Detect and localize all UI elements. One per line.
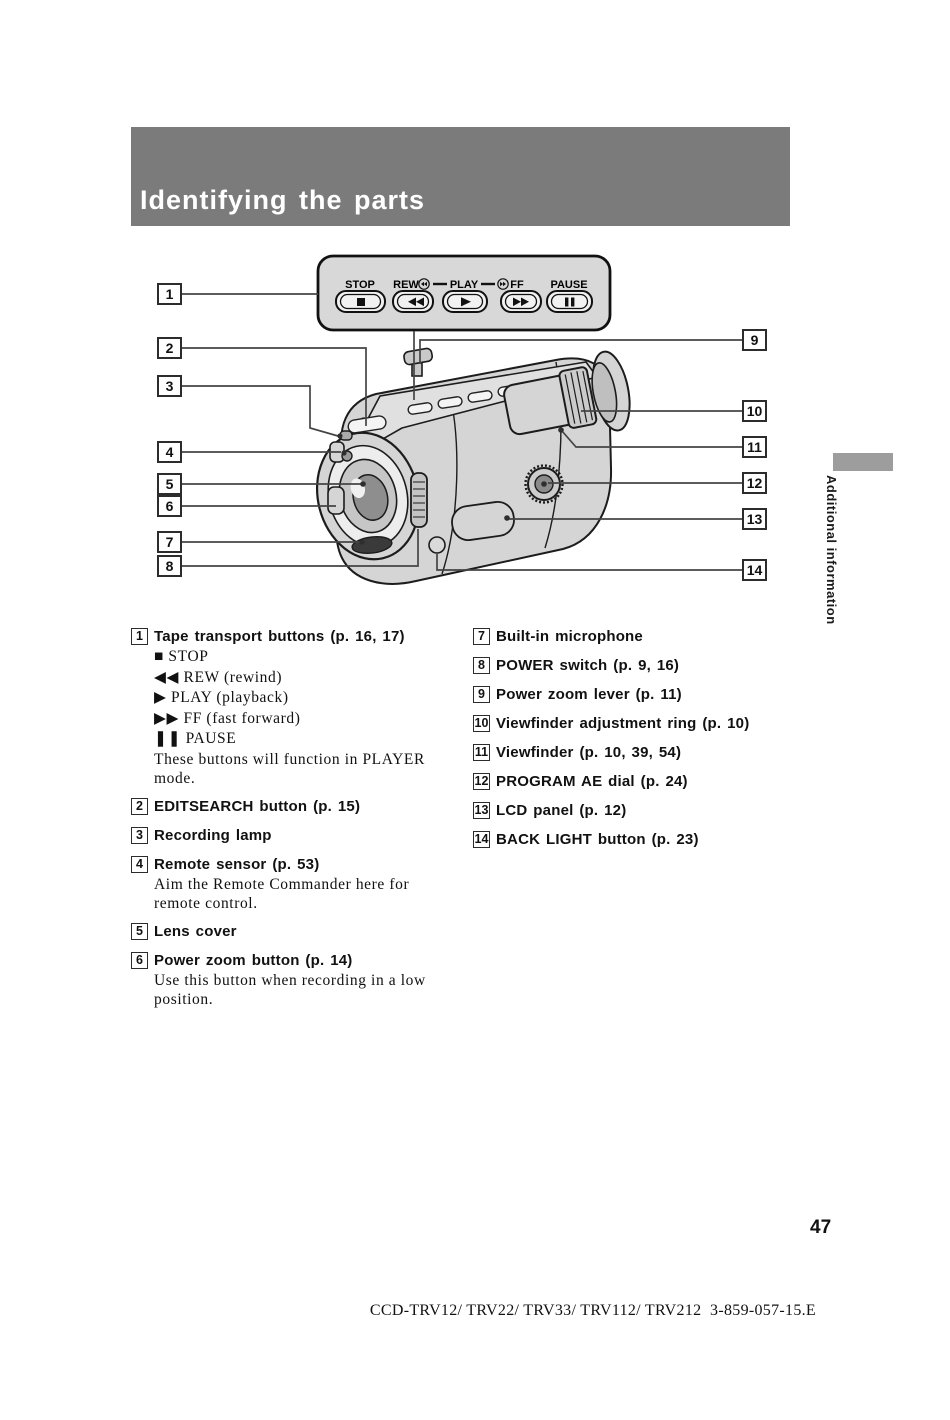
part-number-box: 5 bbox=[131, 923, 148, 940]
part-title: Remote sensor (p. 53) bbox=[154, 855, 320, 873]
part-number-box: 11 bbox=[474, 745, 489, 760]
part-item-5 bbox=[131, 922, 449, 942]
part-line: ▶▶ FF (fast forward) bbox=[154, 709, 301, 727]
part-item-7 bbox=[473, 627, 823, 647]
part-item-13 bbox=[473, 801, 823, 821]
callout-3: 3 bbox=[157, 375, 182, 397]
part-line: ■ STOP bbox=[154, 648, 209, 665]
power-zoom-lever bbox=[403, 348, 433, 376]
part-number-box: 2 bbox=[131, 798, 148, 815]
part-title: Lens cover bbox=[154, 922, 237, 940]
part-title: Built-in microphone bbox=[496, 628, 643, 645]
part-title: LCD panel (p. 12) bbox=[496, 802, 627, 819]
callout-13: 13 bbox=[742, 508, 767, 530]
part-line: ◀◀ REW (rewind) bbox=[154, 668, 283, 686]
part-title: PROGRAM AE dial (p. 24) bbox=[496, 773, 688, 790]
part-number-box: 6 bbox=[131, 952, 148, 969]
part-number-box: 9 bbox=[473, 686, 490, 703]
camcorder-diagram bbox=[140, 240, 800, 610]
part-title: EDITSEARCH button (p. 15) bbox=[154, 797, 361, 815]
part-number-box: 4 bbox=[131, 856, 148, 873]
part-number-box: 1 bbox=[131, 628, 148, 645]
part-number-box: 7 bbox=[473, 628, 490, 645]
part-item-12 bbox=[473, 772, 823, 792]
part-item-8 bbox=[473, 656, 823, 676]
part-item-11 bbox=[473, 743, 823, 763]
part-item-1 bbox=[131, 627, 449, 788]
part-item-10 bbox=[473, 714, 823, 734]
section-banner bbox=[131, 127, 790, 226]
part-number-box: 8 bbox=[473, 657, 490, 674]
part-number-box: 13 bbox=[474, 803, 489, 818]
part-note: Aim the Remote Commander here for remote control. bbox=[154, 875, 410, 912]
part-line: ▶ PLAY (playback) bbox=[154, 689, 289, 706]
part-number-box: 12 bbox=[474, 774, 489, 789]
part-line: ❚❚ PAUSE bbox=[154, 730, 237, 747]
backlight-button-illustration bbox=[429, 537, 445, 553]
ff-label: FF bbox=[510, 279, 524, 291]
parts-list-left bbox=[131, 627, 449, 1018]
part-title: POWER switch (p. 9, 16) bbox=[496, 657, 680, 674]
part-title: BACK LIGHT button (p. 23) bbox=[496, 831, 699, 848]
callout-5: 5 bbox=[157, 473, 182, 495]
part-title: Recording lamp bbox=[154, 826, 272, 844]
pause-label: PAUSE bbox=[550, 279, 588, 291]
part-item-4 bbox=[131, 855, 449, 913]
part-item-2 bbox=[131, 797, 449, 817]
page-number: 47 bbox=[810, 1217, 832, 1238]
part-number-box: 3 bbox=[131, 827, 148, 844]
part-note: Use this button when recording in a low position. bbox=[154, 971, 426, 1008]
page-title: Identifying the parts bbox=[140, 185, 426, 215]
part-item-14 bbox=[473, 830, 823, 850]
callout-9: 9 bbox=[742, 329, 767, 351]
parts-list-right bbox=[473, 627, 823, 859]
part-item-9 bbox=[473, 685, 823, 705]
callout-1: 1 bbox=[157, 283, 182, 305]
power-zoom-button-illustration bbox=[328, 487, 344, 514]
transport-panel bbox=[318, 256, 610, 330]
callout-6: 6 bbox=[157, 495, 182, 517]
callout-10: 10 bbox=[742, 400, 767, 422]
part-title: Power zoom button (p. 14) bbox=[154, 951, 353, 969]
callout-4: 4 bbox=[157, 441, 182, 463]
part-title: Viewfinder (p. 10, 39, 54) bbox=[496, 744, 682, 761]
callout-2: 2 bbox=[157, 337, 182, 359]
part-item-6 bbox=[131, 951, 449, 1009]
callout-8: 8 bbox=[157, 555, 182, 577]
callout-12: 12 bbox=[742, 472, 767, 494]
callout-14: 14 bbox=[742, 559, 767, 581]
play-label: PLAY bbox=[449, 279, 479, 291]
footer-model-line: CCD-TRV12/ TRV22/ TRV33/ TRV112/ TRV212 3-859-057-15.E bbox=[369, 1302, 816, 1319]
part-number-box: 14 bbox=[474, 832, 489, 847]
part-number-box: 10 bbox=[474, 716, 489, 731]
side-tab-label: Additional information bbox=[824, 475, 839, 625]
power-switch-illustration bbox=[411, 473, 427, 527]
part-title: Tape transport buttons (p. 16, 17) bbox=[154, 628, 405, 645]
callout-11: 11 bbox=[742, 436, 767, 458]
part-item-3 bbox=[131, 826, 449, 846]
part-title: Power zoom lever (p. 11) bbox=[496, 686, 682, 703]
callout-7: 7 bbox=[157, 531, 182, 553]
part-title: Viewfinder adjustment ring (p. 10) bbox=[496, 715, 750, 732]
stop-label: STOP bbox=[345, 279, 375, 291]
rew-label: REW bbox=[393, 279, 419, 291]
side-tab-bar bbox=[833, 453, 893, 471]
part-note: These buttons will function in PLAYER mode. bbox=[154, 750, 425, 787]
